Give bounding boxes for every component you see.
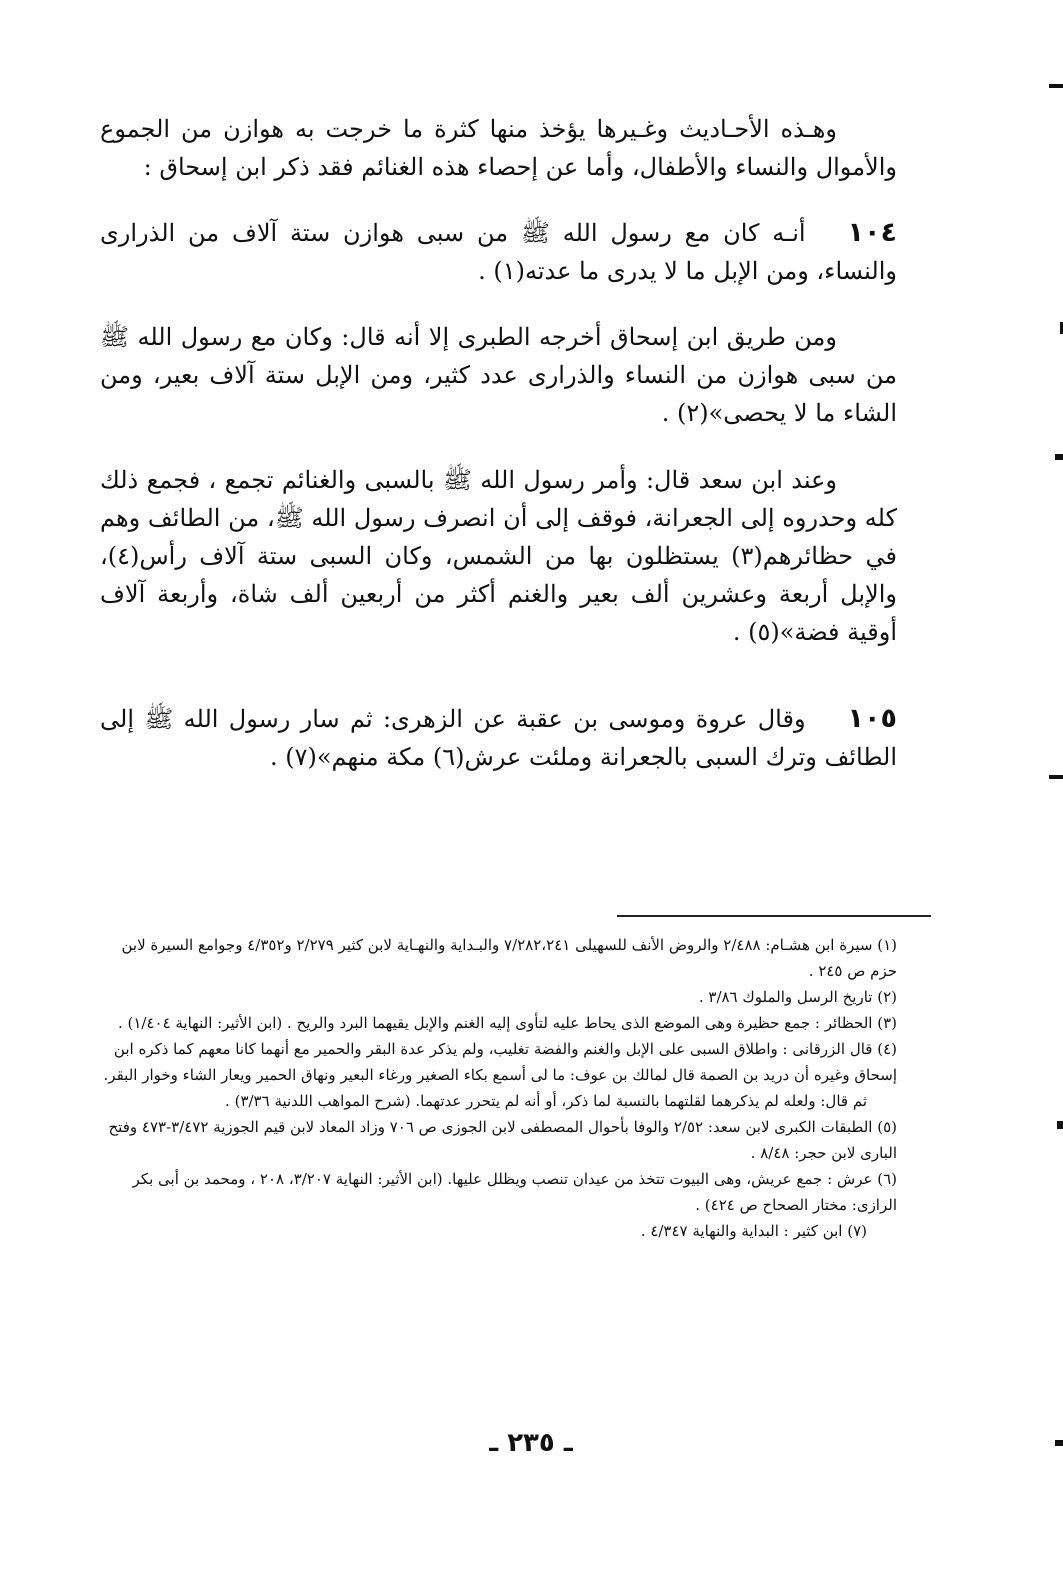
footnote-4-continued: ثم قال: ولعله لم يذكرهما لقلتهما بالنسبة لما ذكر، أو أنه لم يتحرر عدتهما. (شرح المواهب اللدنية ٣/٣٦) . xyxy=(225,1092,867,1110)
scan-edge-mark xyxy=(1055,454,1063,460)
paragraph-104 xyxy=(100,214,897,290)
footnote-7: (٧) ابن كثير : البداية والنهاية ٤/٣٤٧ . xyxy=(640,1222,867,1240)
paragraph-text: وهـذه الأحـاديث وغـيرها يؤخذ منها كثرة ما خرجت به هوازن من الجموع والأموال والنساء والأطفال، وأما عن إحصاء هذه الغنائم فقد ذكر ابن إسحاق : xyxy=(100,115,897,181)
footnote-2: (٢) تاريخ الرسل والملوك ٣/٨٦ . xyxy=(698,988,897,1006)
paragraph-ibn-saad xyxy=(100,461,897,651)
paragraph-text: وعند ابن سعد قال: وأمر رسول الله ﷺ بالسبى والغنائم تجمع ، فجمع ذلك كله وحدروه إلى الجعرانة، فوقف إلى أن انصرف رسول الله ﷺ، من الطائف وهم في حظائرهم(٣) يستظلون بها من الشمس، وكان السبى ستة آلاف رأس(٤)، والإبل أربعة وعشرين ألف بعير والغنم أكثر من أربعين ألف شاة، وأربعة آلاف أوقية فضة»(٥) . xyxy=(100,466,897,646)
scan-edge-mark xyxy=(1055,1440,1063,1446)
footnote-5: (٥) الطبقات الكبرى لابن سعد: ٢/٥٢ والوفا بأحوال المصطفى لابن الجوزى ص ٧٠٦ وزاد المعاد لابن قيم الجوزية ٣/٤٧٢-٤٧٣ وفتح البارى لابن حجر: ٨/٤٨ . xyxy=(108,1118,897,1162)
footnotes-section xyxy=(100,932,897,1244)
footnote-4: (٤) قال الزرقانى : واطلاق السبى على الإبل والغنم والفضة تغليب، ولم يذكر عدة البقر والحمير مع أنهما كانا معهم كما ذكره ابن إسحاق وغيره أن دريد بن الصمة قال لمالك بن عوف: ما لى أسمع بكاء الصغير ورغاء البعير ونهاق الحمير ويعار الشاء وخوار البقر. xyxy=(103,1040,897,1084)
scan-edge-mark xyxy=(1049,84,1063,88)
paragraph-text: أنـه كان مع رسول الله ﷺ من سبى هوازن ستة آلاف من الذرارى والنساء، ومن الإبل ما لا يدرى ما عدته(١) . xyxy=(100,219,897,285)
footnote-6: (٦) عرش : جمع عريش، وهى البيوت تتخذ من عيدان تنصب ويظلل عليها. (ابن الأثير: النهاية ٣/٢٠٧، ٢٠٨ ، ومحمد بن أبى بكر الرازى: مختار الصحاح ص ٤٢٤) . xyxy=(132,1170,897,1214)
paragraph-105 xyxy=(100,700,897,776)
footnote-divider xyxy=(617,915,931,917)
narration-number: ١٠٥ xyxy=(847,703,897,734)
paragraph-text: ومن طريق ابن إسحاق أخرجه الطبرى إلا أنه قال: وكان مع رسول الله ﷺ من سبى هوازن من النساء والذرارى عدد كثير، ومن الإبل ستة آلاف بعير، ومن الشاء ما لا يحصى»(٢) . xyxy=(100,323,897,427)
footnote-3: (٣) الحظائر : جمع حظيرة وهى الموضع الذى يحاط عليه لتأوى إليه الغنم والإبل يقيهما البرد والريح . (ابن الأثير: النهاية ١/٤٠٤) . xyxy=(117,1014,897,1032)
scan-edge-mark xyxy=(1049,775,1063,779)
scan-edge-mark xyxy=(1057,1121,1063,1129)
paragraph-intro xyxy=(100,110,897,186)
footnote-1: (١) سيرة ابن هشـام: ٢/٤٨٨ والروض الأنف للسهيلى ٧/٢٨٢،٢٤١ والبـداية والنهـاية لابن كثير ٢/٢٧٩ و٤/٣٥٢ وجوامع السيرة لابن حزم ص ٢٤٥ . xyxy=(121,936,897,980)
paragraph-text: وقال عروة وموسى بن عقبة عن الزهرى: ثم سار رسول الله ﷺ إلى الطائف وترك السبى بالجعرانة وملئت عرش(٦) مكة منهم»(٧) . xyxy=(100,705,897,771)
paragraph-tabari xyxy=(100,318,897,432)
page-number: ـ ٢٣٥ ـ xyxy=(489,1428,573,1458)
narration-number: ١٠٤ xyxy=(847,217,897,248)
